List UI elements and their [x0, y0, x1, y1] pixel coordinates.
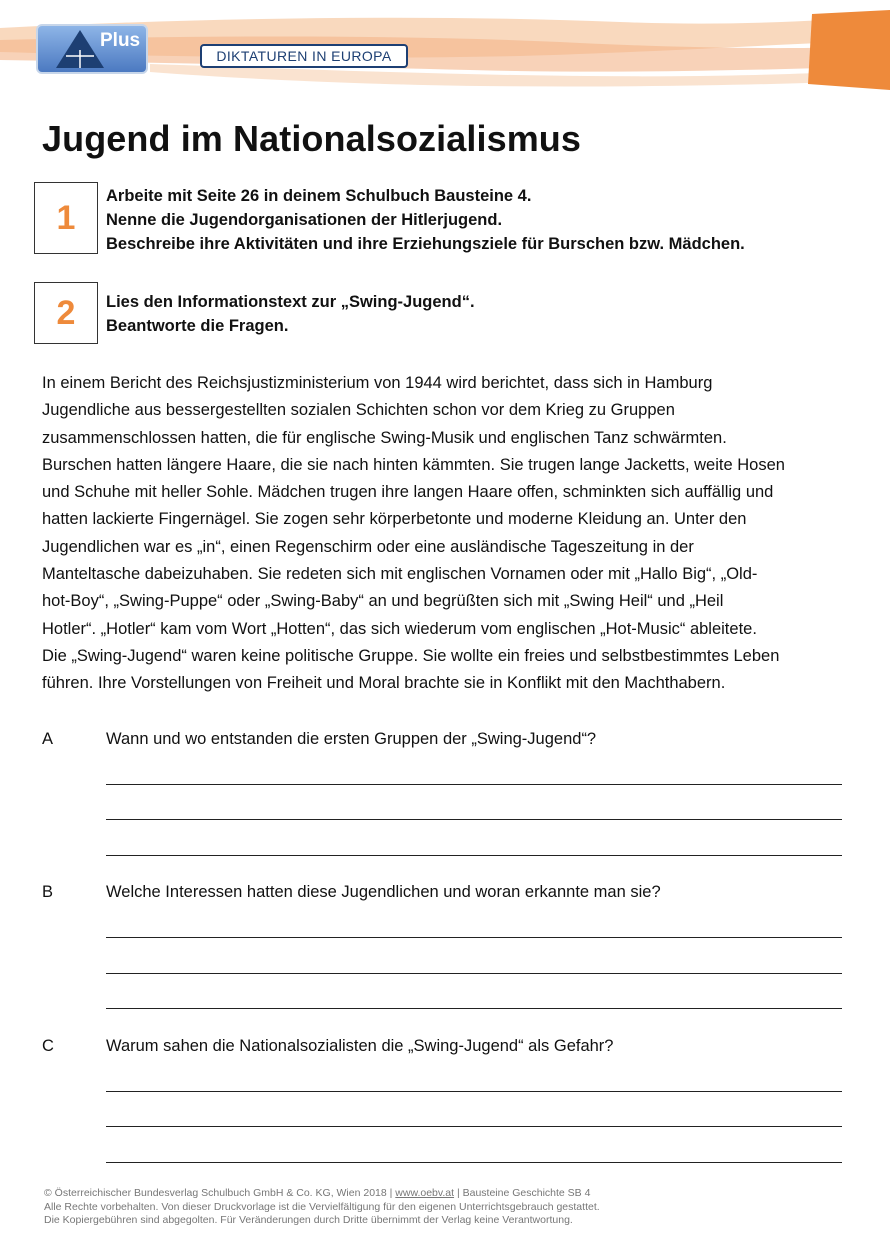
info-text-line: führen. Ihre Vorstellungen von Freiheit und Moral brachte sie in Konflikt mit den Machthabern.	[42, 674, 726, 693]
answer-line[interactable]	[106, 973, 842, 974]
corner-accent	[808, 10, 890, 90]
info-text-line: Manteltasche dabeizuhaben. Sie redeten sich mit englischen Vornamen oder mit „Hallo Big“, „Old-	[42, 565, 758, 584]
task-2-line: Lies den Informationstext zur „Swing-Jugend“.	[106, 293, 475, 311]
info-text-line: Jugendlichen war es „in“, einen Regenschirm oder eine ausländische Tageszeitung in der	[42, 537, 694, 556]
task-2-line: Beantworte die Fragen.	[106, 317, 289, 335]
info-text-line: Burschen hatten längere Haare, die sie nach hinten kämmten. Sie trugen lange Jacketts, weite Hosen	[42, 455, 785, 474]
footer-line-2: Alle Rechte vorbehalten. Von dieser Druckvorlage ist die Vervielfältigung für den eigenen Unterrichtsgebrauch gestattet.	[44, 1200, 600, 1213]
answer-line[interactable]	[106, 1126, 842, 1127]
answer-line[interactable]	[106, 784, 842, 785]
task-1-line: Nenne die Jugendorganisationen der Hitlerjugend.	[106, 211, 503, 229]
answer-line[interactable]	[106, 937, 842, 938]
publisher-link[interactable]: www.oebv.at	[395, 1187, 455, 1199]
plus-logo	[36, 24, 148, 74]
question-a-letter: A	[42, 730, 54, 748]
info-text-line: und Schuhe mit heller Sohle. Mädchen trugen ihre langen Haare offen, schminkten sich auffällig und	[42, 483, 774, 502]
info-text-line: hatten lackierte Fingernägel. Sie zogen sehr körperbetonte und moderne Kleidung an. Unter den	[42, 510, 747, 529]
info-text-line: In einem Bericht des Reichsjustizministerium von 1944 wird berichtet, dass sich in Hamburg	[42, 374, 713, 392]
question-b-letter: B	[42, 883, 54, 901]
task-1-number-box: 1	[34, 182, 98, 254]
info-text-line: Hotler“. „Hotler“ kam vom Wort „Hotten“, das sich wiederum vom englischen „Hot-Music“ ableitete.	[42, 619, 757, 638]
task-1-line: Arbeite mit Seite 26 in deinem Schulbuch Bausteine 4.	[106, 187, 532, 205]
question-b-text: Welche Interessen hatten diese Jugendlichen und woran erkannte man sie?	[106, 883, 661, 901]
info-text-line: zusammenschlossen hatten, die für englische Swing-Musik und englischen Tanz schwärmten.	[42, 428, 727, 447]
task-2-number-box: 2	[34, 282, 98, 344]
question-c-letter: C	[42, 1037, 54, 1055]
task-1-instructions	[106, 184, 745, 256]
footer-line-3: Die Kopiergebühren sind abgegolten. Für Veränderungen durch Dritte übernimmt der Verlag keine Verantwortung.	[44, 1214, 573, 1226]
info-text-line: Jugendliche aus bessergestellten sozialen Schichten schon vor dem Krieg zu Gruppen	[42, 401, 675, 420]
page-title: Jugend im Nationalsozialismus	[42, 118, 582, 159]
footer-line-1	[44, 1187, 600, 1201]
series-tag: DIKTATUREN IN EUROPA	[200, 44, 408, 68]
task-2-instructions	[106, 290, 475, 338]
info-text-line: hot-Boy“, „Swing-Puppe“ oder „Swing-Baby“ an und begrüßten sich mit „Swing Heil“ und „Heil	[42, 592, 724, 611]
answer-line[interactable]	[106, 1091, 842, 1092]
footer	[44, 1187, 600, 1228]
task-1-line: Beschreibe ihre Aktivitäten und ihre Erziehungsziele für Burschen bzw. Mädchen.	[106, 235, 745, 253]
logo-text: Plus	[100, 30, 141, 51]
question-c-text: Warum sahen die Nationalsozialisten die „Swing-Jugend“ als Gefahr?	[106, 1037, 614, 1055]
footer-copyright: © Österreichischer Bundesverlag Schulbuch GmbH & Co. KG, Wien 2018 |	[44, 1187, 396, 1199]
info-text	[42, 370, 852, 698]
footer-book-title: | Bausteine Geschichte SB 4	[454, 1187, 591, 1199]
answer-line[interactable]	[106, 855, 842, 856]
question-a-text: Wann und wo entstanden die ersten Gruppen der „Swing-Jugend“?	[106, 730, 597, 748]
answer-line[interactable]	[106, 1008, 842, 1009]
answer-line[interactable]	[106, 819, 842, 820]
answer-line[interactable]	[106, 1162, 842, 1163]
info-text-line: Die „Swing-Jugend“ waren keine politische Gruppe. Sie wollte ein freies und selbstbestimmtes Leben	[42, 646, 780, 665]
